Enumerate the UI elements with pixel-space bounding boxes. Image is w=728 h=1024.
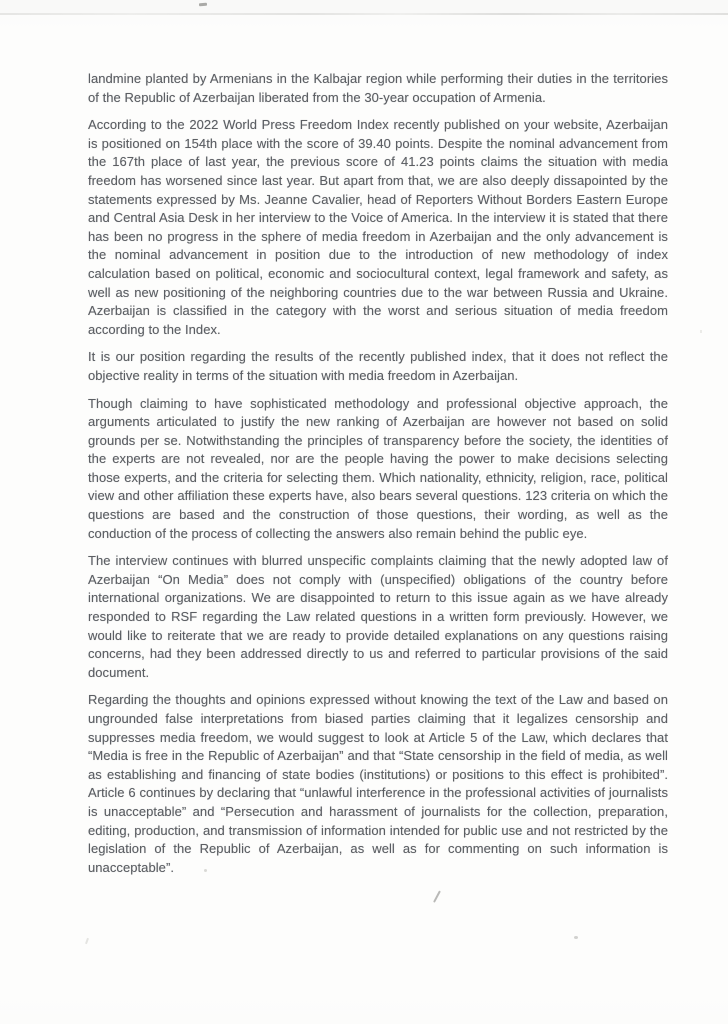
ink-speck xyxy=(700,330,702,333)
paragraph-our-position: It is our position regarding the results of the recently published index, that it does not reflect the objective reality in terms of the situation with media freedom in Azerbaijan. xyxy=(88,349,668,383)
paragraph-article-5-6: Regarding the thoughts and opinions expressed without knowing the text of the Law and based on ungrounded false interpretations from biased parties claiming that it legalizes censorship and suppresses media freedom, we would suggest to look at Article 5 of the Law, which declares that “Media is free in the Republic of Azerbaijan” and that “State censorship in the field of media, as well as establishing and financing of state bodies (institutions) or positions to this effect is prohibited”. Article 6 continues by declaring that “unlawful interference in the professional activities of journalists is unacceptable” and “Persecution and harassment of journalists for the collection, preparation, editing, production, and transmission of information intended for public use and not restricted by the legislation of the Republic of Azerbaijan, as well as for commenting on such information is unacceptable”. xyxy=(88,692,668,875)
ink-speck xyxy=(574,936,578,939)
ink-speck xyxy=(85,938,89,944)
paragraph-press-freedom-index: According to the 2022 World Press Freedom Index recently published on your website, Azerbaijan is positioned on 154th place with the score of 39.40 points. Despite the nominal advancement from the 167th place of last year, the previous score of 41.23 points claims the situation with media freedom has worsened since last year. But apart from that, we are also deeply dissapointed by the statements expressed by Ms. Jeanne Cavalier, head of Reporters Without Borders Eastern Europe and Central Asia Desk in her interview to the Voice of America. In the interview it is stated that there has been no progress in the sphere of media freedom in Azerbaijan and the only advancement is the nominal advancement in position due to the introduction of new methodology of index calculation based on political, economic and sociocultural context, legal framework and safety, as well as new positioning of the neighboring countries due to the war between Russia and Ukraine. Azerbaijan is classified in the category with the worst and serious situation of media freedom according to the Index. xyxy=(88,117,668,337)
scanner-edge-band xyxy=(0,0,728,13)
paragraph-on-media-law: The interview continues with blurred unspecific complaints claiming that the newly adopted law of Azerbaijan “On Media” does not comply with (unspecified) obligations of the country before international organizations. We are disappointed to return to this issue again as we have already responded to RSF regarding the Law related questions in a written form previously. However, we would like to reiterate that we are ready to provide detailed explanations on any questions raising concerns, had they been addressed directly to us and referred to particular provisions of the said document. xyxy=(88,553,668,680)
scanner-edge-line-artifact xyxy=(0,13,728,15)
paragraph-landmine-continuation: landmine planted by Armenians in the Kalbajar region while performing their duties in the territories of the Republic of Azerbaijan liberated from the 30-year occupation of Armenia. xyxy=(88,71,668,105)
paragraph-methodology-critique: Though claiming to have sophisticated methodology and professional objective approach, the arguments articulated to justify the new ranking of Azerbaijan are however not based on solid grounds per se. Notwithstanding the principles of transparency before the society, the identities of the experts are not revealed, nor are the people having the power to make decisions selecting those experts, and the criteria for selecting them. Which nationality, ethnicity, religion, race, political view and other affiliation these experts have, also bears several questions. 123 criteria on which the questions are based and the construction of those questions, their wording, as well as the conduction of the process of collecting the answers also remain behind the public eye. xyxy=(88,395,668,541)
letter-body-text xyxy=(88,70,668,886)
pen-stroke-artifact xyxy=(433,890,441,902)
